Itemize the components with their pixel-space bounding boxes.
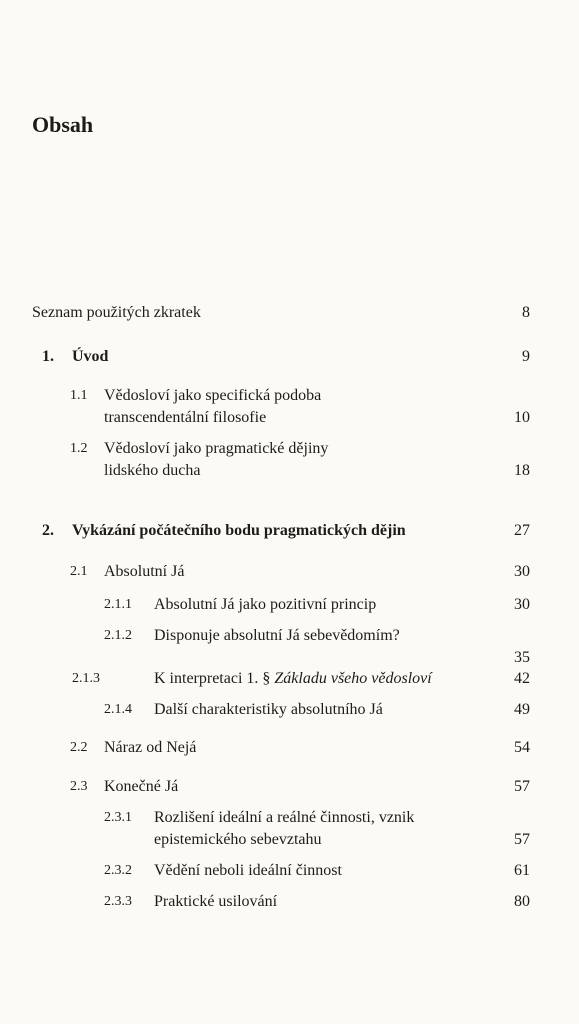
entry-number: 2.1.3 [72, 671, 100, 686]
entry-page: 42 [514, 670, 530, 687]
entry-number: 2.2 [70, 740, 88, 755]
entry-page: 35 [514, 649, 530, 666]
entry-page: 80 [514, 893, 530, 910]
entry-title-prefix: K interpretaci 1. § [154, 670, 275, 687]
toc-entry [32, 385, 530, 429]
entry-number: 2.1 [70, 564, 88, 579]
entry-title-line1: Vědosloví jako pragmatické dějiny [104, 440, 329, 457]
entry-page: 54 [514, 739, 530, 756]
entry-title-line2: epistemického sebevztahu [154, 831, 322, 848]
entry-page: 27 [514, 522, 530, 539]
entry-page: 30 [514, 563, 530, 580]
entry-title: Úvod [72, 348, 109, 365]
entry-number: 2.3.3 [104, 894, 132, 909]
entry-number: 2. [42, 522, 54, 539]
entry-number: 2.3.2 [104, 863, 132, 878]
entry-title-italic: Základu všeho vědosloví [274, 670, 432, 687]
toc-entry [32, 625, 530, 669]
entry-page: 10 [514, 409, 530, 426]
entry-title: Vědění neboli ideální činnost [154, 862, 342, 879]
entry-page: 49 [514, 701, 530, 718]
entry-title: Absolutní Já [104, 563, 185, 580]
entry-page: 57 [514, 778, 530, 795]
entry-title: Další charakteristiky absolutního Já [154, 701, 383, 718]
entry-number: 2.1.4 [104, 702, 132, 717]
entry-page: 18 [514, 462, 530, 479]
entry-number: 1.2 [70, 441, 88, 456]
entry-page: 57 [514, 831, 530, 848]
entry-title-line1: Vědosloví jako specifická podoba [104, 387, 322, 404]
entry-title [154, 668, 432, 690]
entry-title: Seznam použitých zkratek [32, 304, 201, 321]
toc-entry [32, 438, 530, 482]
entry-page: 8 [522, 304, 530, 321]
entry-title-line1: Rozlišení ideální a reálné činnosti, vznik [154, 809, 415, 826]
entry-page: 30 [514, 596, 530, 613]
entry-title: Praktické usilování [154, 893, 278, 910]
entry-title: Vykázání počátečního bodu pragmatických dějin [72, 522, 406, 539]
entry-title: Konečné Já [104, 778, 179, 795]
entry-number: 1.1 [70, 388, 88, 403]
entry-number: 1. [42, 348, 54, 365]
entry-number: 2.1.2 [104, 628, 132, 643]
entry-title-line2: lidského ducha [104, 462, 201, 479]
entry-title: Disponuje absolutní Já sebevědomím? [154, 627, 400, 644]
entry-title-line2: transcendentální filosofie [104, 409, 267, 426]
page-title: Obsah [32, 112, 94, 137]
entry-page: 9 [522, 348, 530, 365]
entry-title: Absolutní Já jako pozitivní princip [154, 596, 377, 613]
entry-number: 2.1.1 [104, 597, 132, 612]
entry-number: 2.3 [70, 779, 88, 794]
entry-number: 2.3.1 [104, 810, 132, 825]
entry-title: Náraz od Nejá [104, 739, 197, 756]
toc-entry [32, 807, 530, 851]
entry-page: 61 [514, 862, 530, 879]
